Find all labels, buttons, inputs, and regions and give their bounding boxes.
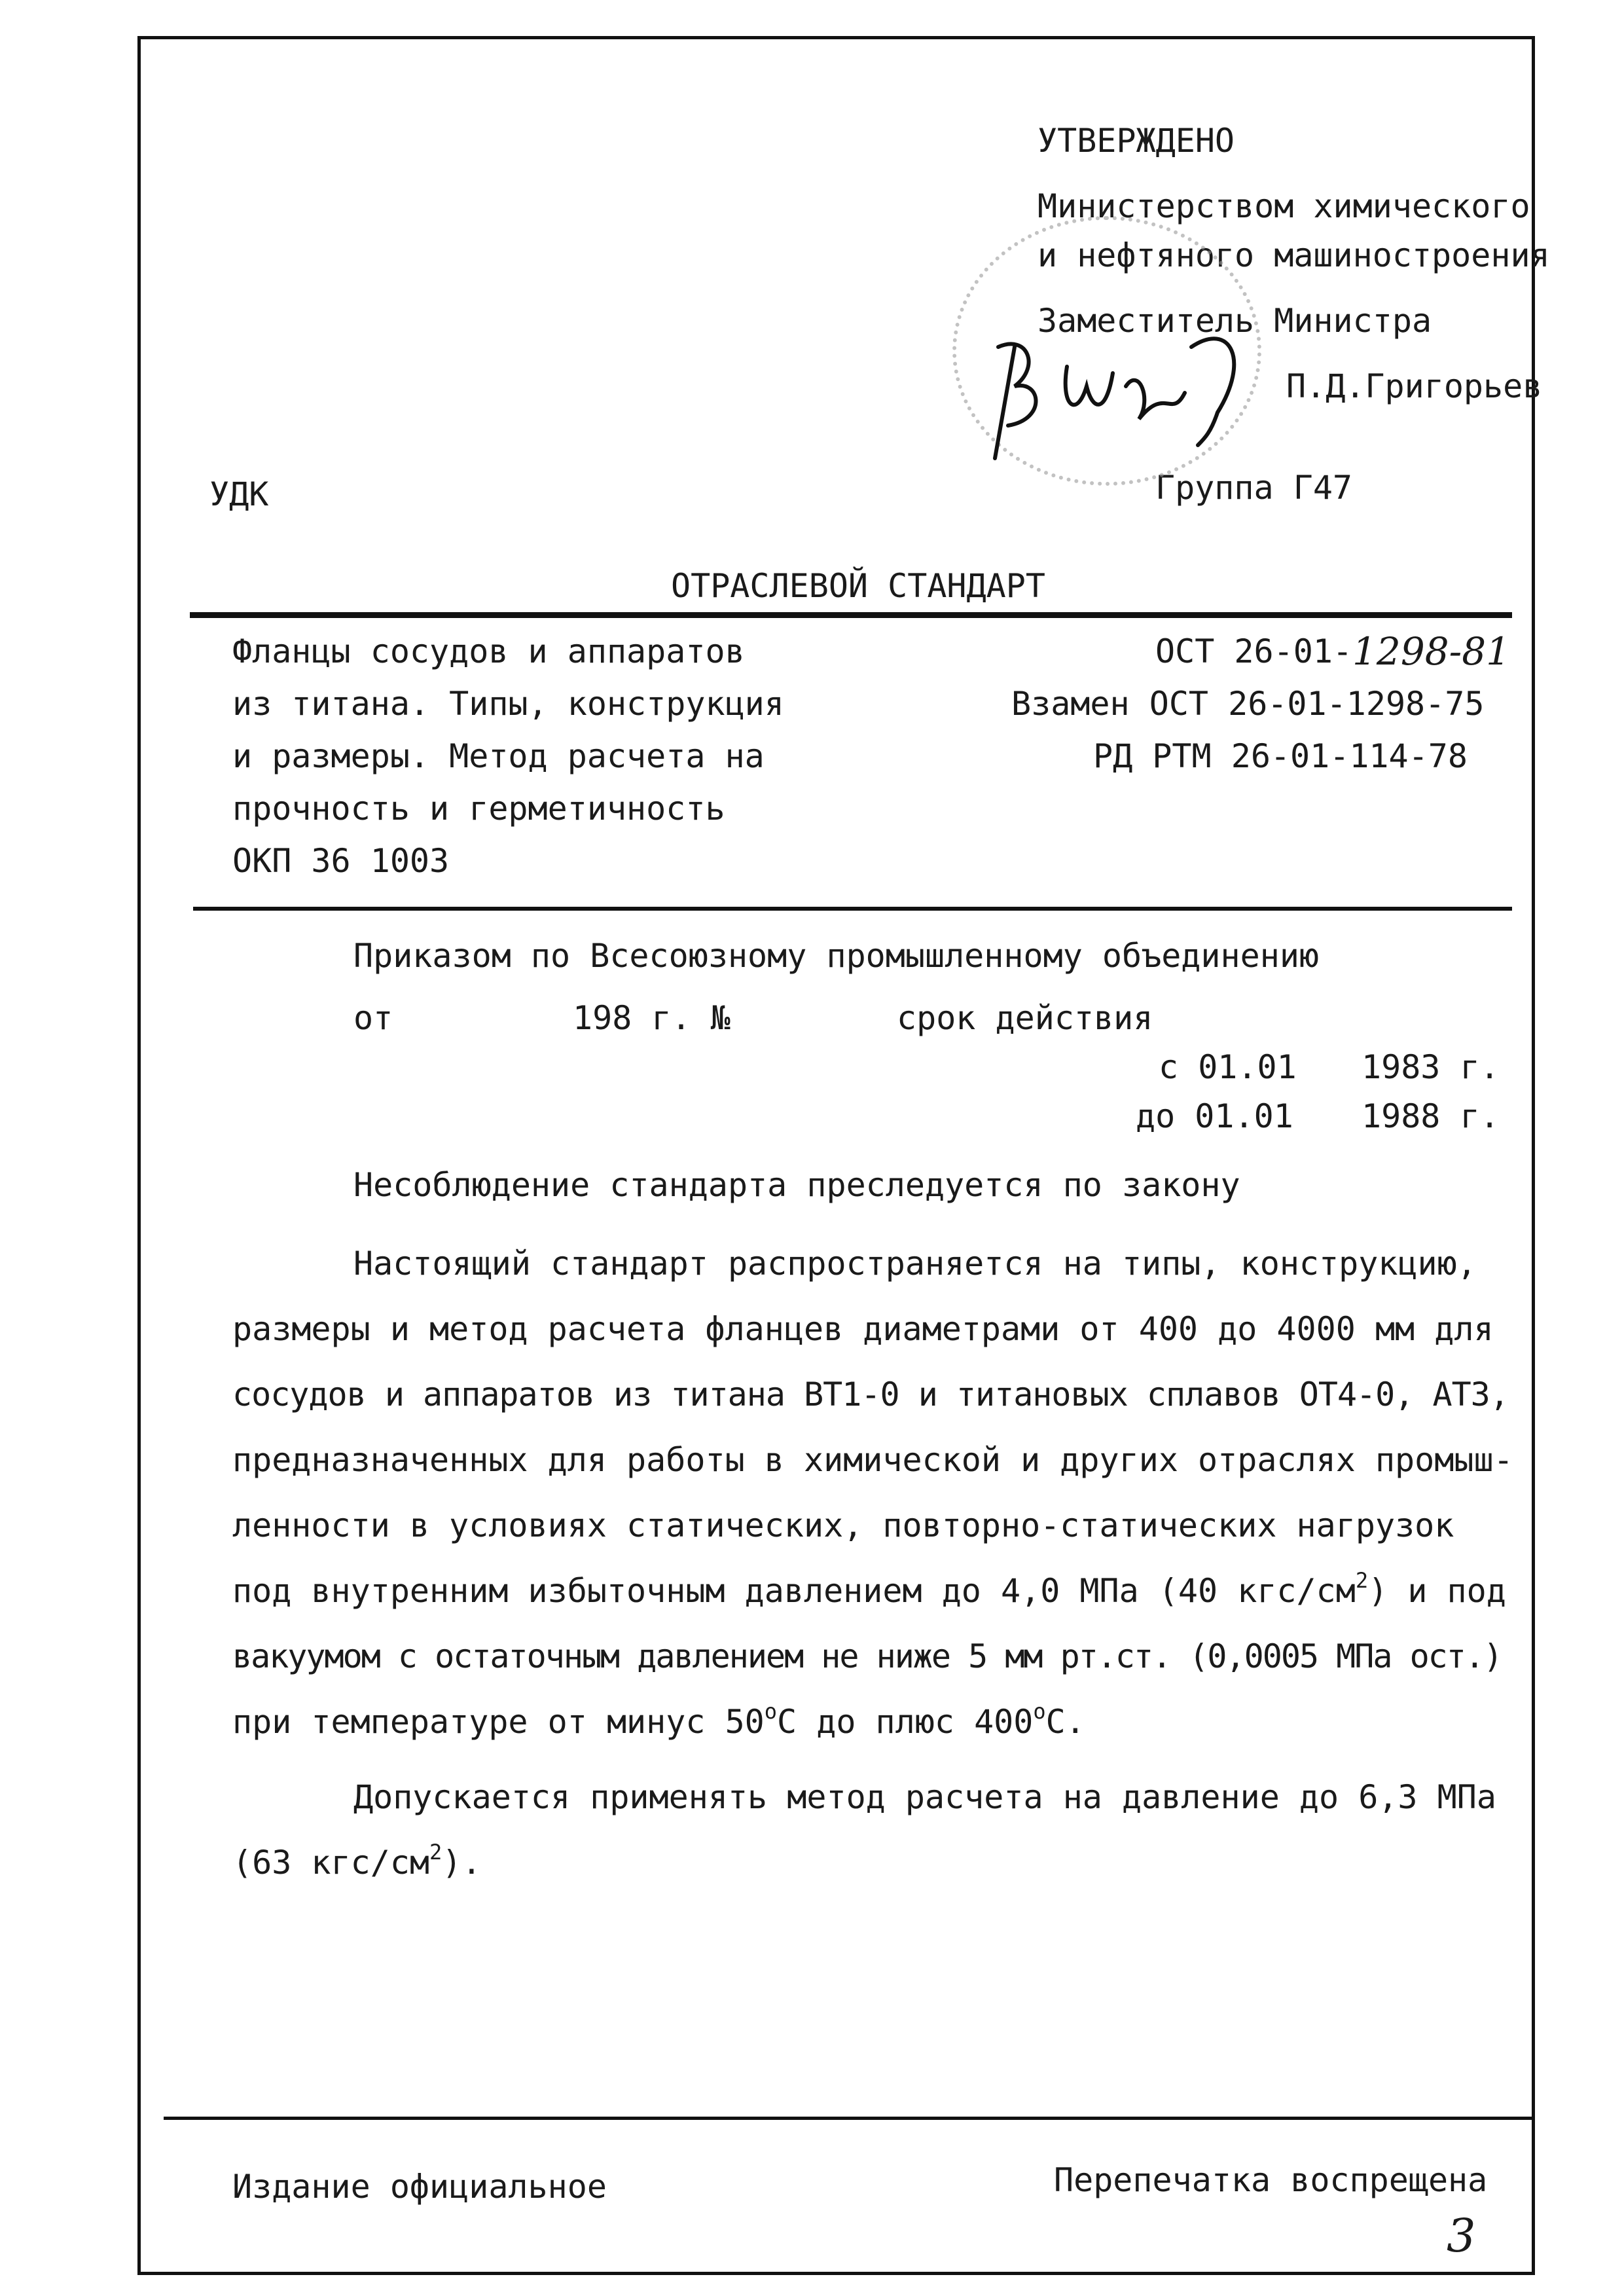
title-line-3: и размеры. Метод расчета на xyxy=(232,737,765,775)
title-line-2: из титана. Типы, конструкция xyxy=(232,685,784,723)
replaces-standard: Взамен ОСТ 26-01-1298-75 xyxy=(1011,685,1485,723)
body-para2-sup: 2 xyxy=(429,1840,442,1865)
order-line: Приказом по Всесоюзному промышленному объединению xyxy=(353,937,1320,975)
ost-handwritten-number: 1298-81 xyxy=(1352,629,1511,674)
page-number: 3 xyxy=(1447,2209,1476,2263)
body-para2-line-2 xyxy=(232,1840,482,1882)
approval-title: УТВЕРЖДЕНО xyxy=(1038,122,1235,160)
body-line-6-b: ) и под xyxy=(1368,1572,1506,1610)
valid-to-date: до 01.01 xyxy=(1136,1097,1293,1135)
title-line-4: прочность и герметичность xyxy=(232,790,725,828)
degree-sup-2: о xyxy=(1033,1699,1046,1724)
footer-official-edition: Издание официальное xyxy=(232,2168,607,2206)
standard-type-heading: ОТРАСЛЕВОЙ СТАНДАРТ xyxy=(671,567,1045,605)
udk-label: УДК xyxy=(209,475,269,513)
approval-line-2: и нефтяного машиностроения xyxy=(1038,236,1550,274)
approver-name: П.Д.Григорьев xyxy=(1286,367,1543,405)
body-line-1: Настоящий стандарт распространяется на типы, конструкцию, xyxy=(353,1245,1477,1283)
body-para2-a: (63 кгс/см xyxy=(232,1844,430,1882)
rule-middle xyxy=(193,907,1512,911)
body-line-8-b: С до плюс 400 xyxy=(777,1703,1034,1741)
body-line-8-a: при температуре от минус 50 xyxy=(232,1703,765,1741)
order-from: от xyxy=(353,999,393,1037)
degree-sup-1: о xyxy=(764,1699,778,1724)
signature xyxy=(969,308,1296,478)
body-line-8-c: С. xyxy=(1045,1703,1085,1741)
valid-to-year: 1988 г. xyxy=(1362,1097,1500,1135)
approval-line-1: Министерством химического xyxy=(1038,187,1530,225)
order-year-number: 198 г. № xyxy=(573,999,731,1037)
ost-number xyxy=(1155,629,1511,674)
group-code: Группа Г47 xyxy=(1155,469,1353,507)
body-para2-c: ). xyxy=(442,1844,482,1882)
valid-from-date: с 01.01 xyxy=(1159,1048,1297,1086)
body-line-6-sup: 2 xyxy=(1355,1568,1369,1593)
law-notice: Несоблюдение стандарта преследуется по закону xyxy=(353,1166,1240,1204)
footer-reprint-prohibited: Перепечатка воспрещена xyxy=(1054,2161,1488,2199)
body-line-6 xyxy=(232,1568,1506,1611)
body-line-7: вакуумом с остаточным давлением не ниже 5 мм рт.ст. (0,0005 МПа ост.) xyxy=(232,1637,1502,1675)
body-para2-line-1: Допускается применять метод расчета на давление до 6,3 МПа xyxy=(353,1778,1496,1816)
body-line-6-a: под внутренним избыточным давлением до 4,0 МПа (40 кгс/см xyxy=(232,1572,1356,1610)
okp-code: ОКП 36 1003 xyxy=(232,842,450,880)
validity-label: срок действия xyxy=(897,999,1153,1037)
rd-reference: РД РТМ 26-01-114-78 xyxy=(1093,737,1468,775)
body-line-3: сосудов и аппаратов из титана ВТ1-0 и титановых сплавов ОТ4-0, АТЗ, xyxy=(232,1376,1509,1413)
approval-line-3: Заместитель Министра xyxy=(1038,302,1432,340)
body-line-2: размеры и метод расчета фланцев диаметрами от 400 до 4000 мм для xyxy=(232,1310,1494,1348)
body-line-4: предназначенных для работы в химической и других отраслях промыш- xyxy=(232,1441,1513,1479)
rule-top xyxy=(190,612,1512,618)
valid-from-year: 1983 г. xyxy=(1362,1048,1500,1086)
body-line-5: ленности в условиях статических, повторно-статических нагрузок xyxy=(232,1506,1454,1544)
ost-prefix: ОСТ 26-01- xyxy=(1155,632,1353,670)
body-line-8 xyxy=(232,1699,1085,1741)
rule-footer xyxy=(164,2117,1535,2120)
title-line-1: Фланцы сосудов и аппаратов xyxy=(232,632,745,670)
